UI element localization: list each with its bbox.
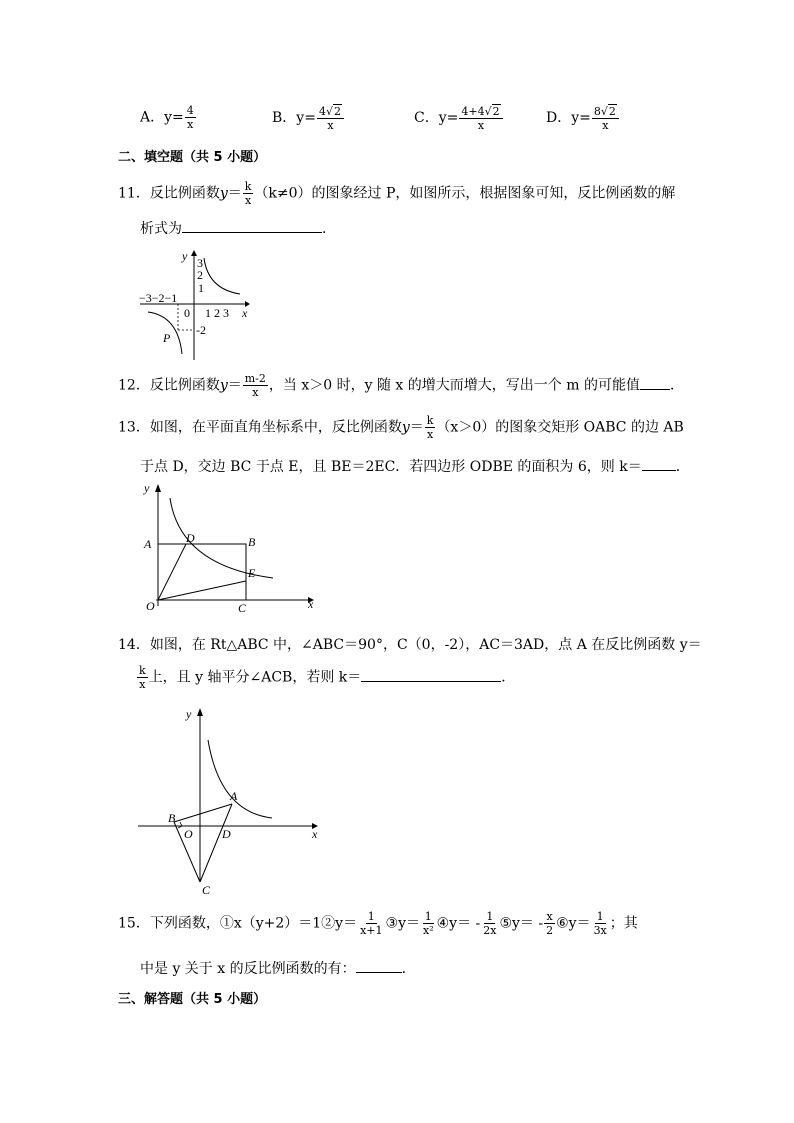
q14-segment-ba [174,804,232,822]
option-a-fraction [185,104,196,131]
q13-eq: ＝ [409,419,424,436]
q11-tick-2: 2 [197,268,203,282]
q14-fraction [137,664,148,691]
q15-f2-den: x+1 [360,924,383,937]
question-15-line1 [118,910,638,937]
q14-den: x [139,678,146,691]
q12-end: ． [669,377,684,394]
q14-number: 14． [118,637,150,653]
q15-f2-num: 1 [367,910,375,923]
q12-fraction [243,372,268,399]
option-d-num: 8√2 [592,104,619,119]
q14-hyperbola [208,740,272,818]
option-c-label: C．y= [414,110,459,126]
q15-f3-den: x² [422,924,434,937]
q15-fraction-2 [358,910,384,937]
q11-figure [130,244,260,362]
q13-answer-blank[interactable] [642,456,676,471]
option-d-fraction [592,104,619,132]
option-b-fraction [317,104,344,132]
option-d [546,104,620,132]
q13-label-d: D [186,531,195,545]
q14-label-d: D [222,827,231,841]
option-c-fraction [459,104,502,132]
option-b-num-rad: 2 [333,105,341,118]
q13-label-x: x [308,597,314,611]
q12-number: 12． [118,377,150,394]
option-a-num: 4 [186,104,194,117]
option-d-num-rad: 2 [608,105,616,118]
q15-fraction-4 [481,910,498,937]
q14-label-a: A [230,789,238,803]
q14-label-x: x [312,827,318,841]
option-d-label: D．y= [546,110,591,126]
q14-y-arrow [197,708,203,716]
option-c-num: 4+4√2 [459,104,502,119]
q11-y: y [219,185,228,202]
q12-num: m-2 [244,372,266,385]
question-12 [118,372,684,399]
option-c [414,104,504,132]
option-b-num-pre: 4 [318,105,326,118]
q11-tick-1: 1 [198,281,204,295]
q15-f6-num: 1 [596,910,604,923]
q11-curve-q1 [204,258,240,294]
q11-condition: （k≠0）的图象经过 P，如图所示，根据图象可知，反比例函数的解 [254,185,676,202]
option-c-num-rad: 2 [492,105,500,118]
question-13-line2 [140,456,690,476]
option-a-label: A．y= [140,109,184,126]
q12-text2: ，当 x＞0 时，y 随 x 的增大而增大，写出一个 m 的可能值 [268,377,640,394]
q11-label-y: y [182,249,188,263]
q11-num: k [244,180,252,193]
q15-f6-den: 3x [593,924,607,937]
q11-answer-blank[interactable] [182,218,322,233]
q15-f5-den: 2 [546,924,554,937]
q15-fraction-3 [421,910,436,937]
q13-fraction [425,414,436,441]
q15-number: 15． [118,915,150,932]
q15-text6: ⑥y＝ [556,915,591,932]
q14-line1-text: 如图，在 Rt△ABC 中，∠ABC＝90°，C（0，-2），AC＝3AD，点 A 在反比例函数 y＝ [149,637,702,653]
option-a [140,104,197,131]
q15-text4: ④y＝ - [436,915,481,932]
question-14-line2 [136,664,515,691]
q11-den: x [244,194,252,207]
q11-x-neg-ticks: −3−2−1 [139,291,178,305]
q14-end: ． [501,669,516,686]
q15-f3-num: 1 [424,910,432,923]
q13-end: ． [675,459,690,475]
q11-fraction [243,180,254,207]
q13-num: k [426,414,434,427]
question-15-line2 [140,958,416,978]
q13-segment-od [158,544,186,600]
q11-line2-text: 析式为 [140,221,182,237]
q15-line2-text: 中是 y 关于 x 的反比例函数的有： [140,961,356,977]
q14-segment-ac [200,804,232,882]
question-11-line2 [140,218,336,238]
q11-label-p: P [163,331,171,345]
q12-text1: 反比例函数 [149,377,220,394]
option-d-num-pre: 8 [593,105,601,118]
q11-end: ． [322,221,336,237]
q13-den: x [426,428,434,441]
question-14-line1 [118,634,702,654]
q13-text2: （x＞0）的图象交矩形 OABC 的边 AB [436,419,684,436]
option-c-den: x [477,119,485,132]
section-2-heading: 二、填空题（共 5 小题） [118,150,267,165]
q13-number: 13． [118,419,150,436]
q14-label-y: y [186,707,192,721]
option-b-num: 4√2 [317,104,344,119]
option-b-label: B．y= [272,110,316,126]
q14-figure [134,702,334,898]
q11-tick-neg2: -2 [196,323,206,337]
q15-f4-den: 2x [483,924,497,937]
q13-text1: 如图，在平面直角坐标系中，反比例函数 [149,419,402,436]
q13-label-b: B [248,535,256,549]
q11-tick-3: 3 [197,256,203,270]
q12-eq: ＝ [227,377,242,394]
q14-num: k [139,664,146,677]
q11-label-x: x [242,306,248,320]
q14-label-c: C [202,883,211,897]
question-11-line1 [118,180,675,207]
q13-figure [138,478,328,618]
q14-answer-blank[interactable] [361,667,501,682]
q12-answer-blank[interactable] [640,375,670,390]
q13-label-a: A [144,537,152,551]
q13-line2-text: 于点 D，交边 BC 于点 E，且 BE＝2EC．若四边形 ODBE 的面积为 6，则 k＝ [140,459,642,475]
option-d-den: x [602,119,609,132]
option-b [272,104,345,132]
option-c-num-pre: 4+4 [461,105,485,118]
q14-right-angle-mark [178,822,182,828]
q12-y: y [219,377,228,394]
q15-text1: 下列函数，①x（y+2）＝1②y＝ [149,915,358,932]
q12-den: x [252,386,259,399]
q15-f4-num: 1 [486,910,494,923]
q14-label-b: B [168,811,176,825]
q15-text7: ；其 [609,915,638,932]
q14-line2-text: 上，且 y 轴平分∠ACB，若则 k＝ [148,669,362,686]
q11-origin: 0 [184,306,190,320]
q11-text1: 反比例函数 [149,185,220,202]
q13-y-arrow [155,484,161,492]
q15-fraction-5 [544,910,555,937]
q13-y: y [401,419,410,436]
q14-label-o: O [184,827,193,841]
q13-segment-oe [158,581,246,600]
option-a-den: x [187,118,194,131]
q15-text3: ③y＝ [385,915,420,932]
q15-f5-num: x [546,910,553,923]
q13-label-y: y [144,481,150,495]
q11-eq: ＝ [227,185,242,202]
q11-number: 11． [118,185,150,202]
section-3-heading: 三、解答题（共 5 小题） [118,992,267,1007]
q13-label-e: E [248,566,256,580]
q15-end: ． [401,961,416,977]
q15-text5: ⑤y＝ - [499,915,544,932]
option-b-den: x [327,119,334,132]
q13-label-o: O [146,599,155,613]
q13-label-c: C [238,601,247,615]
q15-fraction-6 [592,910,609,937]
q11-x-pos-ticks: 1 2 3 [205,306,229,320]
q15-answer-blank[interactable] [356,958,402,973]
question-13-line1 [118,414,684,441]
